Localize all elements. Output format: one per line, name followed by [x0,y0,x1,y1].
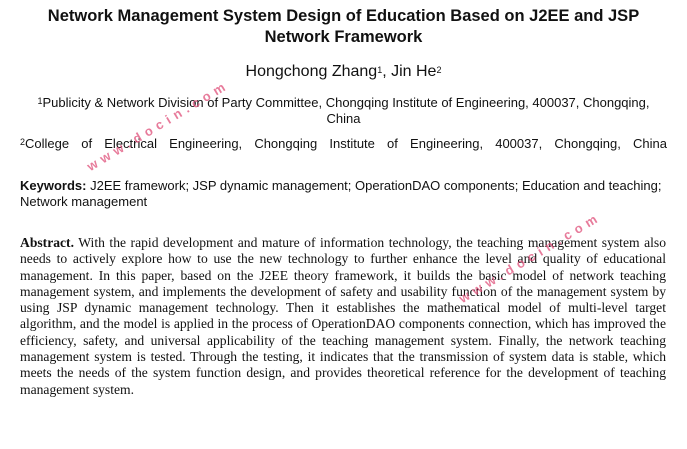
affiliation-1-text: Publicity & Network Division of Party Committee, Chongqing Institute of Engineering, 400037, Chongqing, China [42,95,650,126]
affiliation-2-text: College of Electrical Engineering, Chongqing Institute of Engineering, 400037, Chongqing, China [25,136,667,151]
author-1-superscript: 1 [377,65,383,75]
abstract-label: Abstract. [20,235,74,250]
keywords-label: Keywords: [20,178,87,193]
affiliation-2-superscript: 2 [20,137,26,147]
abstract-text: With the rapid development and mature of information technology, the teaching management system also needs to actively explore how to use the new technology to further enhance the level and quality of educational management. In this paper, based on the J2EE theory framework, it builds the basic model of network teaching management system, and implements the development of safety and usability function of the management system by using JSP dynamic management technology. Then it establishes the mathematical model of multi-level target algorithm, and the model is applied in the process of OperationDAO components connection, which has improved the efficiency, safety, and universal applicability of the teaching management system. Finally, the network teaching management system is tested. Through the testing, it indicates that the transmission of system data is stable, which meets the needs of the system function design, and provides theoretical reference for the development of teaching management system. [20,235,666,397]
affiliation-1-superscript: 1 [37,96,43,106]
author-2-superscript: 2 [436,65,442,75]
keywords-section [20,178,667,210]
abstract-section [20,235,666,398]
watermark-docin-2: www.docin.com [456,208,604,306]
affiliation-2 [20,136,667,152]
author-2-name: Jin He [391,63,437,80]
author-1-name: Hongchong Zhang [245,63,378,80]
affiliation-1 [20,95,667,127]
paper-title: Network Management System Design of Education Based on J2EE and JSP Network Framework [47,7,640,46]
author-line [20,62,667,82]
author-separator: , [382,63,392,80]
watermark-docin-1: www.docin.com [84,76,232,174]
keywords-text: J2EE framework; JSP dynamic management; OperationDAO components; Education and teaching; Network management [20,178,662,209]
